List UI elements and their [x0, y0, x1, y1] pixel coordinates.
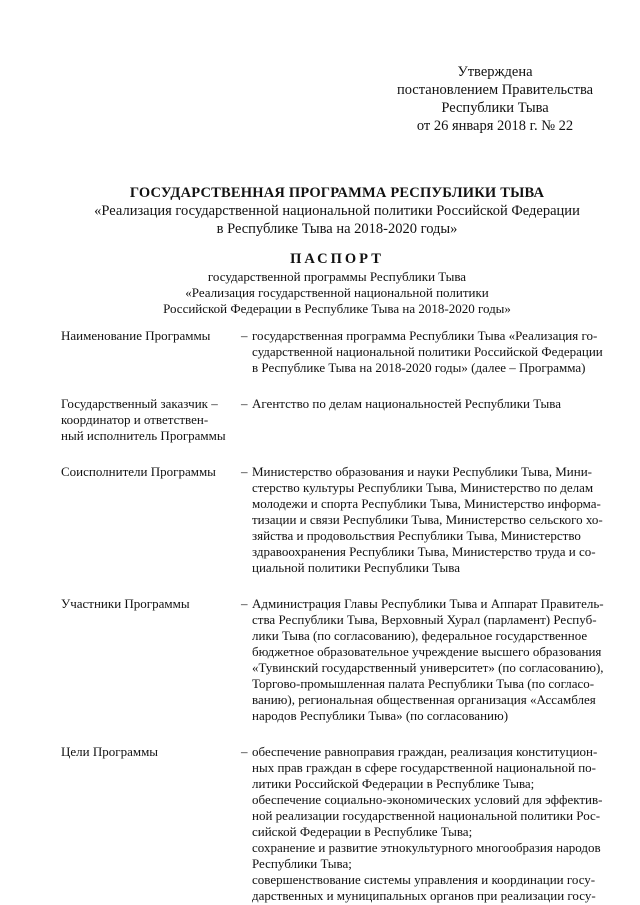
row-value-line: ванию), региональная общественная организация «Ассамблея: [252, 692, 596, 707]
table-row: [61, 744, 613, 904]
row-value-line: государственная программа Республики Тыва «Реализация го-: [252, 328, 598, 343]
row-label-line: Цели Программы: [61, 744, 159, 759]
row-value: [252, 328, 613, 376]
row-value-line: молодежи и спорта Республики Тыва, Министерство информа-: [252, 496, 601, 511]
row-value-line: лики Тыва (по согласованию), федеральное государственное: [252, 628, 588, 643]
program-title-block: [40, 184, 634, 238]
passport-heading-line: Российской Федерации в Республике Тыва на 2018-2020 годы»: [163, 301, 511, 316]
passport-heading-line: «Реализация государственной национальной политики: [185, 285, 489, 300]
row-dash: –: [241, 744, 248, 759]
row-value-line: в Республике Тыва на 2018-2020 годы» (далее – Программа): [252, 360, 586, 375]
row-value-line: сударственной национальной политики Российской Федерации: [252, 344, 603, 359]
row-label-line: координатор и ответствен-: [61, 412, 209, 427]
row-value: [252, 396, 613, 444]
passport-heading-block: [40, 250, 634, 317]
row-value-line: дарственных и муниципальных органов при реализации госу-: [252, 888, 596, 903]
row-label-line: Соисполнители Программы: [61, 464, 216, 479]
passport-heading: ПАСПОРТ: [290, 251, 384, 267]
row-dash: –: [241, 396, 248, 411]
row-value-line: народов Республики Тыва» (по согласованию): [252, 708, 509, 723]
table-row: [61, 464, 613, 576]
row-value-line: обеспечение социально-экономических условий для эффектив-: [252, 792, 603, 807]
row-value-line: Министерство образования и науки Республики Тыва, Мини-: [252, 464, 593, 479]
row-value-line: бюджетное образовательное учреждение высшего образования: [252, 644, 602, 659]
approval-line: Республики Тыва: [441, 100, 549, 116]
row-value-line: Республики Тыва;: [252, 856, 352, 871]
row-label: [61, 396, 241, 444]
row-value-line: Агентство по делам национальностей Республики Тыва: [252, 396, 562, 411]
row-label: [61, 744, 241, 904]
program-subtitle-line: «Реализация государственной национальной политики Российской Федерации: [94, 203, 580, 219]
row-value-line: обеспечение равноправия граждан, реализация конституцион-: [252, 744, 598, 759]
row-value-line: ства Республики Тыва, Верховный Хурал (парламент) Респуб-: [252, 612, 597, 627]
row-label: [61, 464, 241, 576]
row-value: [252, 464, 613, 576]
table-row: [61, 596, 613, 724]
row-label-line: ный исполнитель Программы: [61, 428, 226, 443]
row-label-line: Государственный заказчик –: [61, 396, 218, 411]
row-label-line: Участники Программы: [61, 596, 190, 611]
program-title: ГОСУДАРСТВЕННАЯ ПРОГРАММА РЕСПУБЛИКИ ТЫВА: [129, 185, 545, 201]
row-value-line: ных прав граждан в сфере государственной национальной по-: [252, 760, 597, 775]
row-value-line: стерство культуры Республики Тыва, Министерство по делам: [252, 480, 594, 495]
row-label-line: Наименование Программы: [61, 328, 211, 343]
row-value-line: сохранение и развитие этнокультурного многообразия народов: [252, 840, 601, 855]
row-value-line: зяйства и продовольствия Республики Тыва, Министерство: [252, 528, 581, 543]
passport-table: [61, 328, 613, 904]
table-row: [61, 328, 613, 376]
program-subtitle-line: в Республике Тыва на 2018-2020 годы»: [216, 221, 458, 237]
row-value-line: Администрация Главы Республики Тыва и Аппарат Правитель-: [252, 596, 604, 611]
row-value-line: сийской Федерации в Республике Тыва;: [252, 824, 473, 839]
row-value-line: Торгово-промышленная палата Республики Тыва (по согласо-: [252, 676, 595, 691]
row-label: [61, 328, 241, 376]
row-dash: –: [241, 464, 248, 479]
row-value-line: литики Российской Федерации в Республике Тыва;: [252, 776, 535, 791]
approval-line: от 26 января 2018 г. № 22: [416, 118, 574, 134]
passport-heading-line: государственной программы Республики Тыва: [207, 269, 467, 284]
row-value-line: совершенствование системы управления и координации госу-: [252, 872, 596, 887]
row-value-line: циальной политики Республики Тыва: [252, 560, 460, 575]
row-dash: –: [241, 328, 248, 343]
table-row: [61, 396, 613, 444]
row-value: [252, 744, 613, 904]
row-value: [252, 596, 613, 724]
approval-stamp: [380, 63, 610, 135]
approval-line: постановлением Правительства: [396, 82, 594, 98]
row-value-line: «Тувинский государственный университет» (по согласованию),: [252, 660, 604, 675]
row-dash: –: [241, 596, 248, 611]
row-value-line: ной реализации государственной национальной политики Рос-: [252, 808, 601, 823]
row-value-line: тизации и связи Республики Тыва, Министерство сельского хо-: [252, 512, 603, 527]
row-value-line: здравоохранения Республики Тыва, Министерство труда и со-: [252, 544, 596, 559]
row-label: [61, 596, 241, 724]
approval-line: Утверждена: [457, 64, 533, 80]
